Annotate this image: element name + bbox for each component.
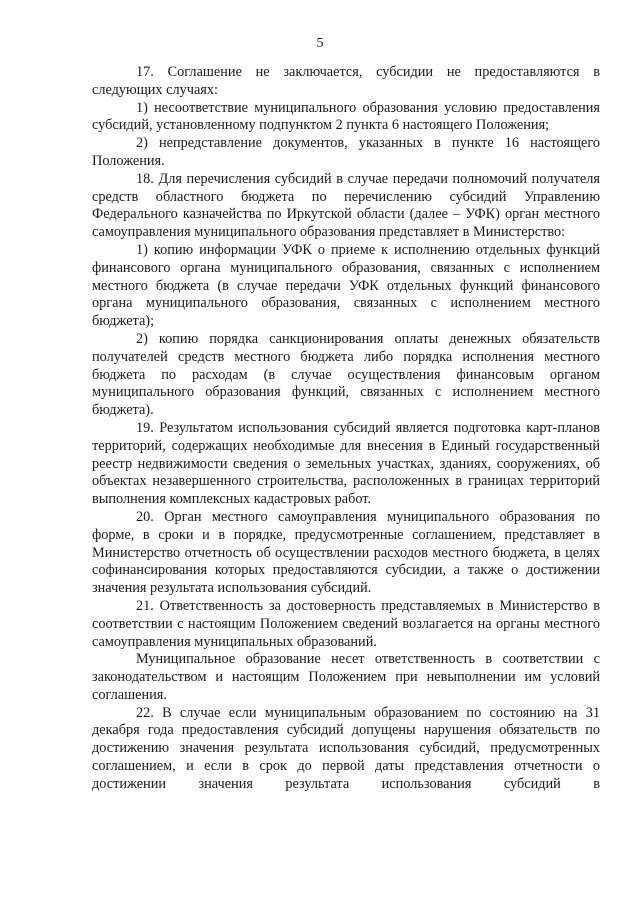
paragraph-21-continued: Муниципальное образование несет ответственность в соответствии с законодательством и настоящим Положением при невыполнении им условий соглашения. [92,651,600,703]
paragraph-17-item-2: 2) непредставление документов, указанных в пункте 16 настоящего Положения. [92,135,600,169]
paragraph-19: 19. Результатом использования субсидий является подготовка карт-планов территорий, содержащих необходимые для внесения в Единый государственный реестр недвижимости сведения о земельных участках, зданиях, сооружениях, об объектах незавершенного строительства, расположенных в границах территорий выполнения комплексных кадастровых работ. [92,419,600,508]
document-body [92,64,600,794]
paragraph-17: 17. Соглашение не заключается, субсидии не предоставляются в следующих случаях: [92,64,600,98]
paragraph-18-item-1: 1) копию информации УФК о приеме к исполнению отдельных функций финансового органа муниципального образования, связанных с исполнением местного бюджета (в случае передачи УФК отдельных функций финансового органа муниципального образования, связанных с исполнением местного бюджета); [92,241,600,330]
page-number: 5 [316,36,324,51]
paragraph-20: 20. Орган местного самоуправления муниципального образования по форме, в сроки и в порядке, предусмотренные соглашением, представляет в Министерство отчетность об осуществлении расходов местного бюджета, в целях софинансирования которых предоставляются субсидии, а также о достижении значения результата использования субсидий. [92,508,600,597]
paragraph-21: 21. Ответственность за достоверность представляемых в Министерство в соответствии с настоящим Положением сведений возлагается на органы местного самоуправления муниципальных образований. [92,597,600,650]
paragraph-22: 22. В случае если муниципальным образованием по состоянию на 31 декабря года предоставления субсидий допущены нарушения обязательств по достижению значения результата использования субсидий, предусмотренных соглашением, и если в срок до первой даты представления отчетности о достижении значения результата использования субсидий в [92,704,600,792]
paragraph-18-item-2: 2) копию порядка санкционирования оплаты денежных обязательств получателей средств местного бюджета либо порядка исполнения местного бюджета по расходам (в случае осуществления финансовым органом муниципального образования функций, связанных с исполнением местного бюджета). [92,330,600,419]
paragraph-17-item-1: 1) несоответствие муниципального образования условию предоставления субсидий, установленному подпунктом 2 пункта 6 настоящего Положения; [92,99,600,134]
paragraph-18: 18. Для перечисления субсидий в случае передачи полномочий получателя средств областного бюджета по перечислению субсидий Управлению Федерального казначейства по Иркутской области (далее – УФК) орган местного самоуправления муниципального образования представляет в Министерство: [92,170,600,241]
